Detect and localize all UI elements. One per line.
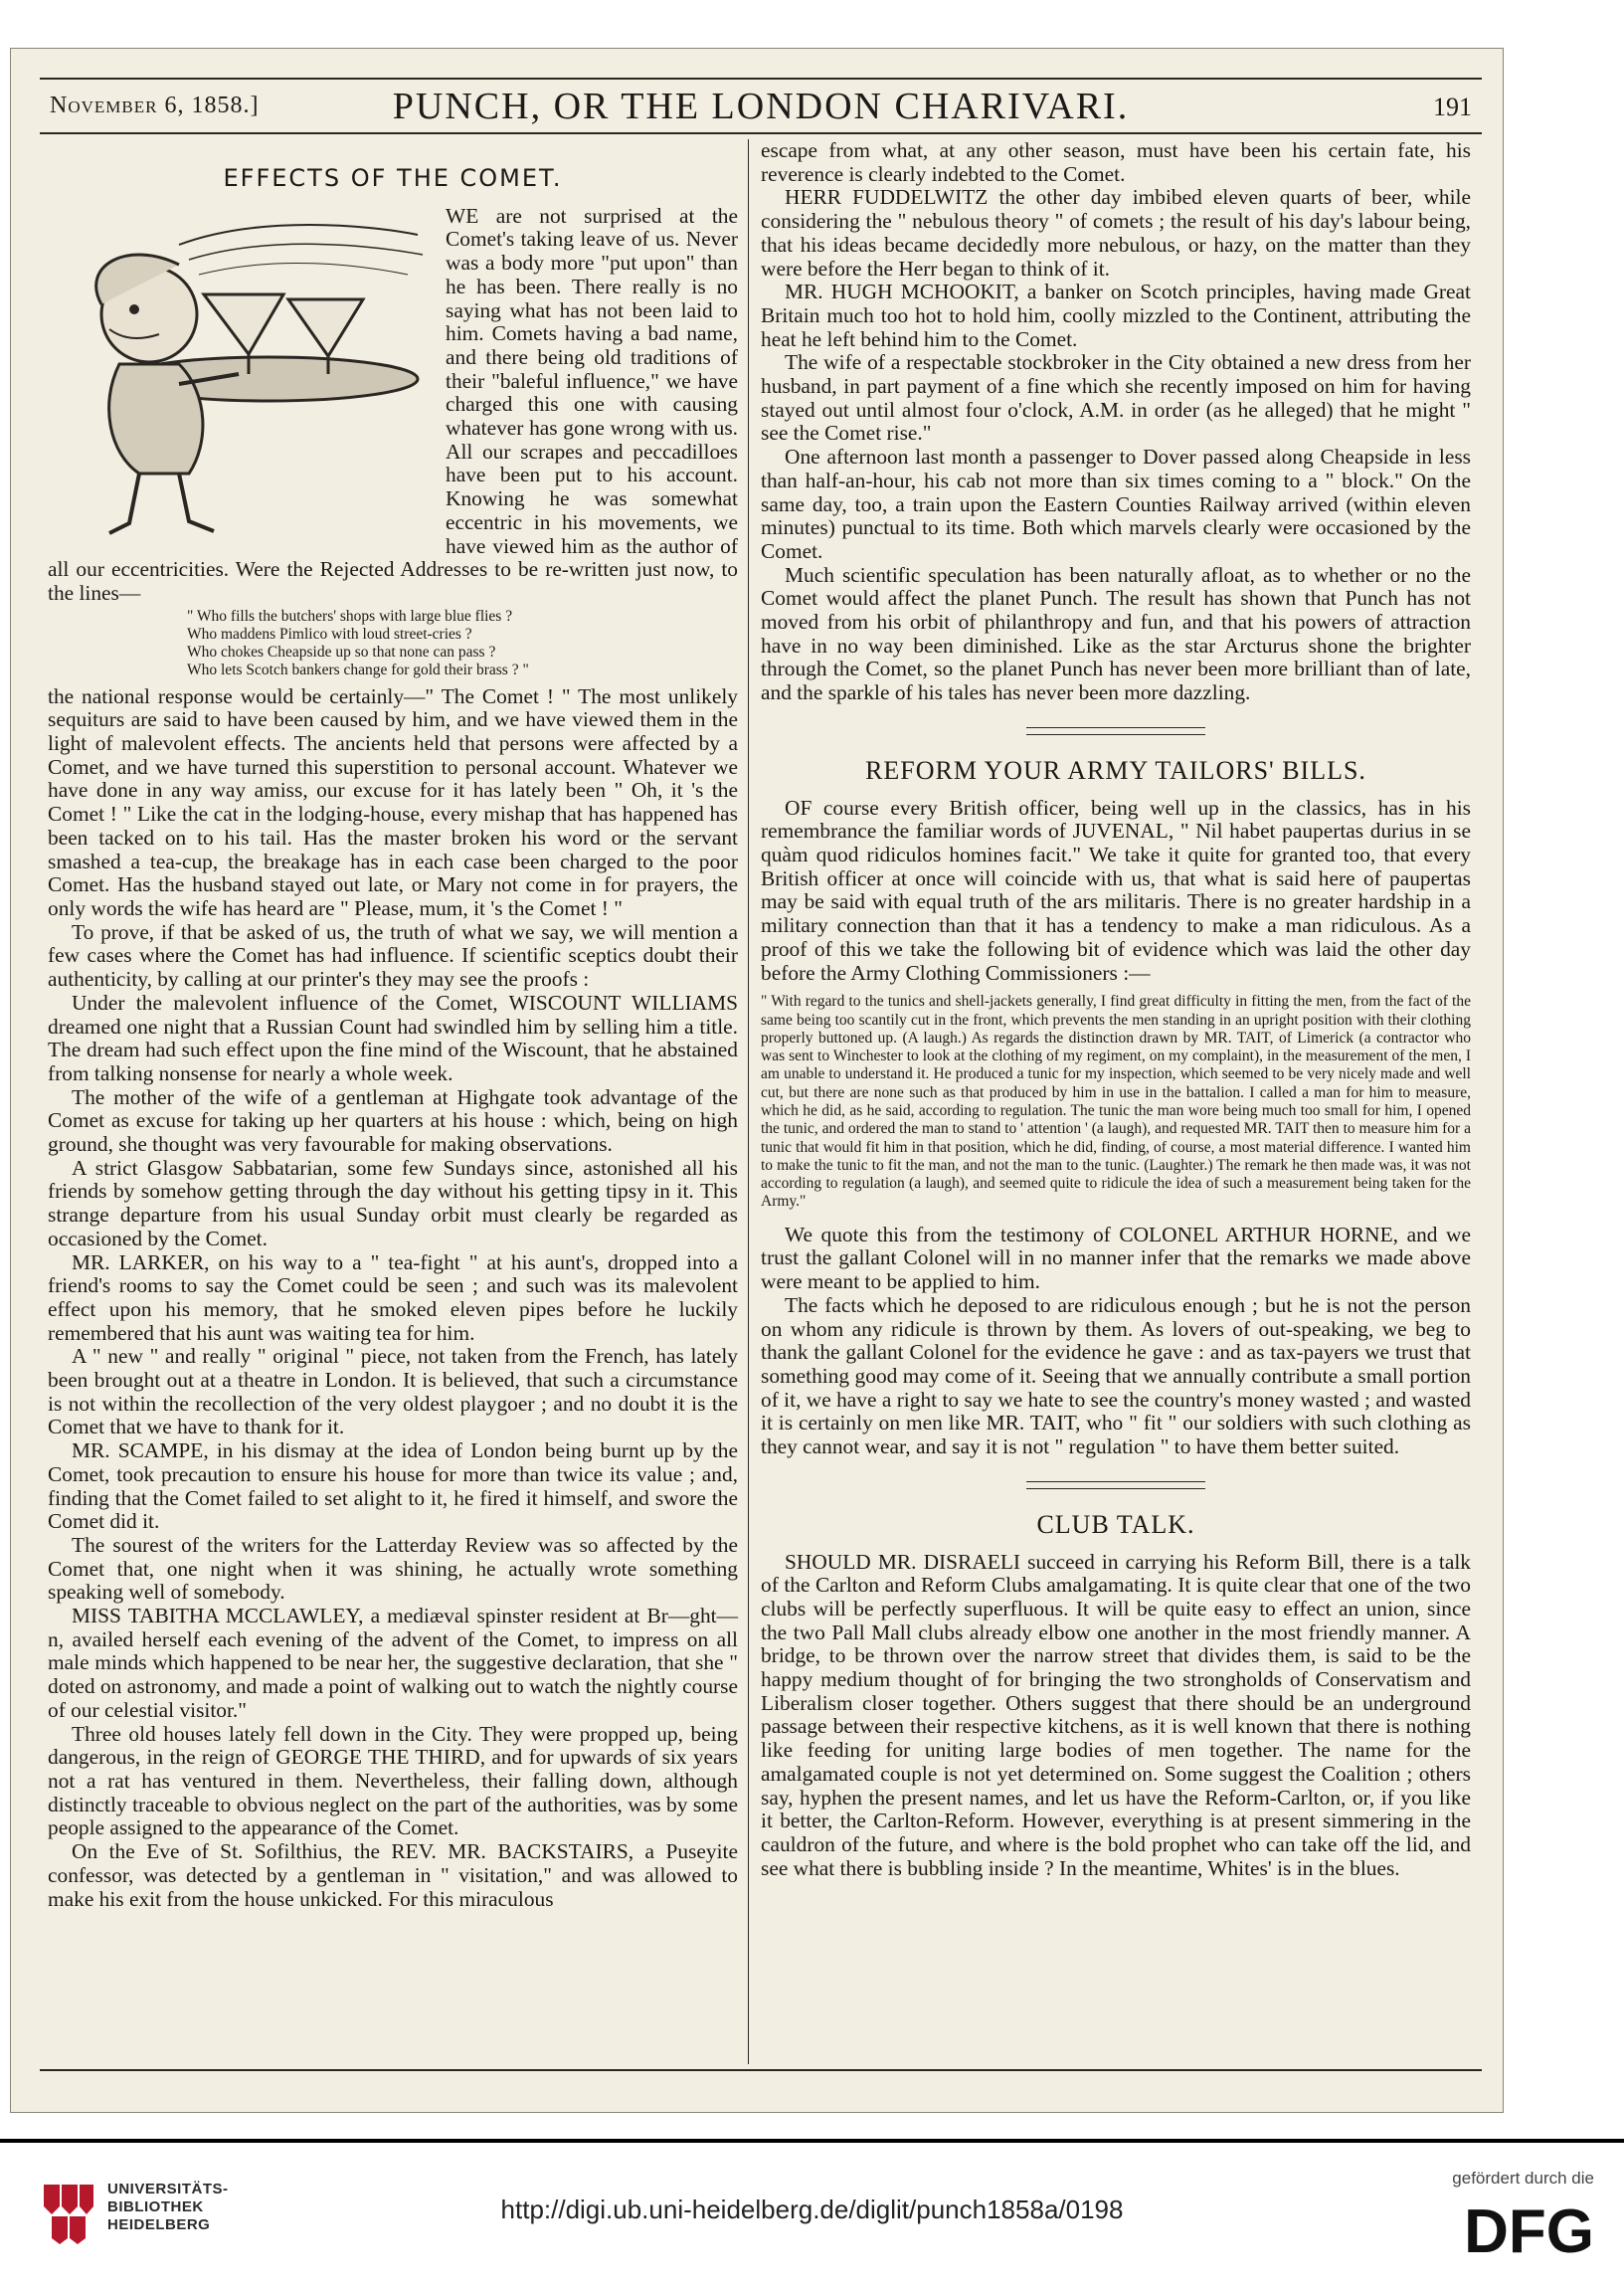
library-name-line: UNIVERSITÄTS- xyxy=(107,2181,229,2197)
comet-paragraph: A strict Glasgow Sabbatarian, some few Sundays since, astonished all his friends by somehow getting through the day without his getting tipsy in it. This strange departure from his usual Sunday orbit must clearly be regarded as occasioned by the Comet. xyxy=(48,1155,738,1250)
section-divider xyxy=(1026,1481,1205,1489)
right-column xyxy=(761,139,1471,1880)
viewer-footer xyxy=(0,2139,1624,2290)
comet-article-lead xyxy=(48,205,738,606)
dfg-logo-text: DFG xyxy=(1464,2198,1594,2258)
top-border-rule xyxy=(40,78,1482,80)
comet-continuation-paragraph: Much scientific speculation has been naturally afloat, as to whether or no the Comet would affect the planet Punch. The result has shown that Punch has not moved from his orbit of philanthropy and fun, and that his powers of attraction have in no way been diminished. Like as the star Arcturus shone the brighter through the Comet, so the planet Punch has never been more brilliant than of late, and the sparkle of his tales has never been more dazzling. xyxy=(761,562,1471,705)
dfg-logo-icon xyxy=(1415,2198,1594,2258)
footer-top-bar xyxy=(0,2139,1624,2143)
club-talk-paragraph: SHOULD MR. DISRAELI succeed in carrying his Reform Bill, there is a talk of the Carlton and Reform Clubs amalgamating. It is quite clear that one of the two clubs will be perfectly superfluous. It will be quite easy to effect an union, since the two Pall Mall clubs already elbow one another in the most friendly manner. A bridge, to be thrown over the narrow street that divides them, is said to be the happy medium thought of for bringing the two strongholds of Conservatism and Liberalism closer together. Others suggest that there should be an underground passage between their respective kitchens, as it is well known that there is nothing like feeding for uniting large bodies of men together. The name for the amalgamated couple is not yet determined on. Some suggest the Coalition ; others say, hyphen the present names, and let us have the Reform-Carlton, or, if you like it better, the Carlton-Reform. However, everything is at present simmering in the cauldron of the future, and where is the bold prophet who can take off the lid, and see what there is bubbling inside ? In the meantime, Whites' is in the blues. xyxy=(761,1549,1471,1880)
bottom-border-rule xyxy=(40,2069,1482,2071)
column-separator xyxy=(748,139,749,2064)
comet-paragraph: To prove, if that be asked of us, the truth of what we say, we will mention a few cases where the Comet has had influence. If scientific sceptics doubt their authenticity, by calling at our printer's they may see the proofs : xyxy=(48,919,738,992)
comet-continuation-paragraph: HERR FUDDELWITZ the other day imbibed eleven quarts of beer, while considering the " nebulous theory " of comets ; the result of his day's labour being, that his ideas became decidedly more nebulous, or hazy, on the matter than they were before the Herr began to think of it. xyxy=(761,185,1471,281)
comet-continuation-paragraph: escape from what, at any other season, must have been his certain fate, his reverence is clearly indebted to the Comet. xyxy=(761,138,1471,186)
comet-waiter-illustration xyxy=(40,205,432,548)
header-date: November 6, 1858.] xyxy=(50,93,260,118)
comet-paragraph: The sourest of the writers for the Latterday Review was so affected by the Comet that, one night when it was shining, he actually wrote something speaking well of somebody. xyxy=(48,1532,738,1605)
tailors-evidence-quote: " With regard to the tunics and shell-jackets generally, I find great difficulty in fitting the men, from the fact of the same being too scantily cut in the front, which prevents the men standing in an upright position with their clothing properly buttoned up. (A laugh.) As regards the distinction drawn by MR. TAIT, of Limerick (a contractor who was sent to Winchester to look at the clothing of my regiment, on my complaint), in the measurement of the men, I am unable to understand it. He produced a tunic for my inspection, which seemed to be very nicely made and well cut, but there are none such as that produced by him in use in the battalion. I called a man for him to measure, which he did, as he said, according to regulation. The tunic the man wore being much too small for him, I opened the tunic, and ordered the man to stand to ' attention ' (a laugh), and requested MR. TAIT then to measure him for a tunic that would fit him in that position, which he did, finding, of course, a most material difference. I wanted him to make the tunic to fit the man, and not the man to the tunic. (Laughter.) The remark he then made was, it was not according to regulation (a laugh), and seemed quite to ridicule the idea of such a measurement being taken for the Army." xyxy=(761,993,1471,1211)
comet-paragraph: Under the malevolent influence of the Comet, WISCOUNT WILLIAMS dreamed one night that a Russian Count had swindled him by selling him a title. The dream had such effect upon the fine mind of the Wiscount, that he abstained from talking nonsense for nearly a whole week. xyxy=(48,990,738,1085)
comet-paragraph: On the Eve of St. Sofilthius, the REV. MR. BACKSTAIRS, a Puseyite confessor, was detected by a gentleman in " visitation," and was allowed to make his exit from the house unkicked. For this miraculous xyxy=(48,1839,738,1911)
library-name-line: BIBLIOTHEK xyxy=(107,2198,204,2215)
comet-paragraph: MR. SCAMPE, in his dismay at the idea of London being burnt up by the Comet, took precaution to ensure his house for more than twice its value ; and, finding that the Comet failed to set alight to it, he fired it himself, and swore the Comet did it. xyxy=(48,1438,738,1534)
article-heading-tailors: REFORM YOUR ARMY TAILORS' BILLS. xyxy=(865,755,1366,785)
library-name-line: HEIDELBERG xyxy=(107,2216,211,2233)
verse-line: Who chokes Cheapside up so that none can pass ? xyxy=(187,643,496,661)
comet-paragraph: the national response would be certainly—" The Comet ! " The most unlikely sequiturs are said to have been caused by him, and we have viewed them in the light of malevolent effects. The ancients held that persons were affected by a Comet, and we have turned this superstition to personal account. Whatever we have done in any way amiss, our excuse for it has lately been " Oh, it 's the Comet ! " Like the cat in the lodging-house, every mishap that has happened has been tacked on to his tail. Has the master broken his word or the servant smashed a tea-cup, the breakage has in each case been charged to the poor Comet. Has the husband stayed out late, or Mary not come in for prayers, the only words the wife has heard are " Please, mum, it 's the Comet ! " xyxy=(48,683,738,920)
comet-paragraph: The mother of the wife of a gentleman at Highgate took advantage of the Comet as excuse for taking up her quarters at his house : which, being on high ground, she thought was very favourable for making observations. xyxy=(48,1084,738,1157)
comet-paragraph: MR. LARKER, on his way to a " tea-fight " at his aunt's, dropped into a friend's rooms to say the Comet could be seen ; and such was its malevolent effect upon his memory, that he smoked eleven pipes before he luckily remembered that his aunt was waiting tea for him. xyxy=(48,1249,738,1345)
verse-line: " Who fills the butchers' shops with large blue flies ? xyxy=(187,607,513,625)
comet-lead-paragraph: WE are not surprised at the Comet's taking leave of us. Never was a body more "put upon" than he has been. There really is no saying what has not been laid to him. Comets having a bad name, and there being old traditions of their "baleful influence," we have charged this one with causing whatever has gone wrong with us. All our scrapes and peccadilloes have been put to his account. Knowing he was somewhat eccentric in his movements, we have viewed him as the author of all our eccentricities. Were the Rejected Addresses to be re-written just now, to the lines— xyxy=(48,203,738,605)
tailors-intro-paragraph: OF course every British officer, being well up in the classics, has in his remembrance the familiar words of JUVENAL, " Nil habet paupertas durius in se quàm quod ridiculos homines facit." We take it quite for granted too, that every British officer at once will coincide with us, that what is said here of paupertas may be said with equal truth of the ars militaris. There is no greater hardship in a military connection than that it has a tendency to make a man ridiculous. As a proof of this we take the following bit of evidence which was laid the other day before the Army Clothing Commissioners :— xyxy=(761,795,1471,985)
tailors-paragraph: We quote this from the testimony of COLONEL ARTHUR HORNE, and we trust the gallant Colonel will in no manner infer that the remarks we made above were meant to be applied to him. xyxy=(761,1222,1471,1294)
page-header xyxy=(40,85,1482,132)
comet-paragraph: MISS TABITHA MCCLAWLEY, a mediæval spinster resident at Br—ght—n, availed herself each evening of the advent of the Comet, to impress on all male minds which happened to be near her, the suggestive declaration, that she " doted on astronomy, and made a point of walking out to watch the nightly course of our celestial visitor." xyxy=(48,1604,738,1722)
funding-label: gefördert durch die xyxy=(1452,2169,1594,2188)
article-heading-comet: EFFECTS OF THE COMET. xyxy=(223,164,563,192)
comet-paragraph: Three old houses lately fell down in the City. They were propped up, being dangerous, in the reign of GEORGE THE THIRD, and for upwards of six years not a rat has ventured in them. Nevertheless, their falling down, although distinctly traceable to obvious neglect on the part of the authorities, was by some people assigned to the appearance of the Comet. xyxy=(48,1721,738,1840)
verse-line: Who lets Scotch bankers change for gold their brass ? " xyxy=(187,661,529,678)
header-page-number: 191 xyxy=(1433,93,1472,121)
header-title: PUNCH, OR THE LONDON CHARIVARI. xyxy=(392,86,1130,127)
verse-quote xyxy=(187,608,738,679)
left-column xyxy=(48,139,738,1911)
article-heading-club-talk: CLUB TALK. xyxy=(1036,1509,1195,1539)
verse-line: Who maddens Pimlico with loud street-cries ? xyxy=(187,625,472,643)
comet-paragraph: A " new " and really " original " piece, not taken from the French, has lately been brought out at a theatre in London. It is believed, that such a circumstance is not within the recollection of the very oldest playgoer ; and no doubt it is the Comet that we have to thank for it. xyxy=(48,1344,738,1439)
section-divider xyxy=(1026,727,1205,735)
permalink-url[interactable]: http://digi.ub.uni-heidelberg.de/diglit/punch1858a/0198 xyxy=(500,2195,1124,2224)
header-rule xyxy=(40,132,1482,134)
tailors-paragraph: The facts which he deposed to are ridiculous enough ; but he is not the person on whom any ridicule is thrown by them. As lovers of out-speaking, we beg to thank the gallant Colonel for the evidence he gave : and as tax-payers we trust that something good may come of it. Seeing that we annually contribute a small portion of it, we have a right to say we hate to see the country's money wasted ; and wasted it is certainly on men like MR. TAIT, who " fit " our soldiers with such clothing as they cannot wear, and say it is not " regulation " to have them better suited. xyxy=(761,1292,1471,1459)
comet-continuation-paragraph: The wife of a respectable stockbroker in the City obtained a new dress from her husband, in part payment of a fine which she recently imposed on him for having stayed out until almost four o'clock, A.M. in order (as he alleged) that he might " see the Comet rise." xyxy=(761,350,1471,446)
comet-continuation-paragraph: One afternoon last month a passenger to Dover passed along Cheapside in less than half-an-hour, his cab not more than six times coming to a " block." On the same day, too, a train upon the Eastern Counties Railway arrived (within eleven minutes) punctual to its time. Both which marvels clearly were occasioned by the Comet. xyxy=(761,445,1471,563)
comet-continuation-paragraph: MR. HUGH MCHOOKIT, a banker on Scotch principles, having made Great Britain much too hot to hold him, coolly mizzled to the Continent, attributing the heat he left behind him to the Comet. xyxy=(761,280,1471,351)
